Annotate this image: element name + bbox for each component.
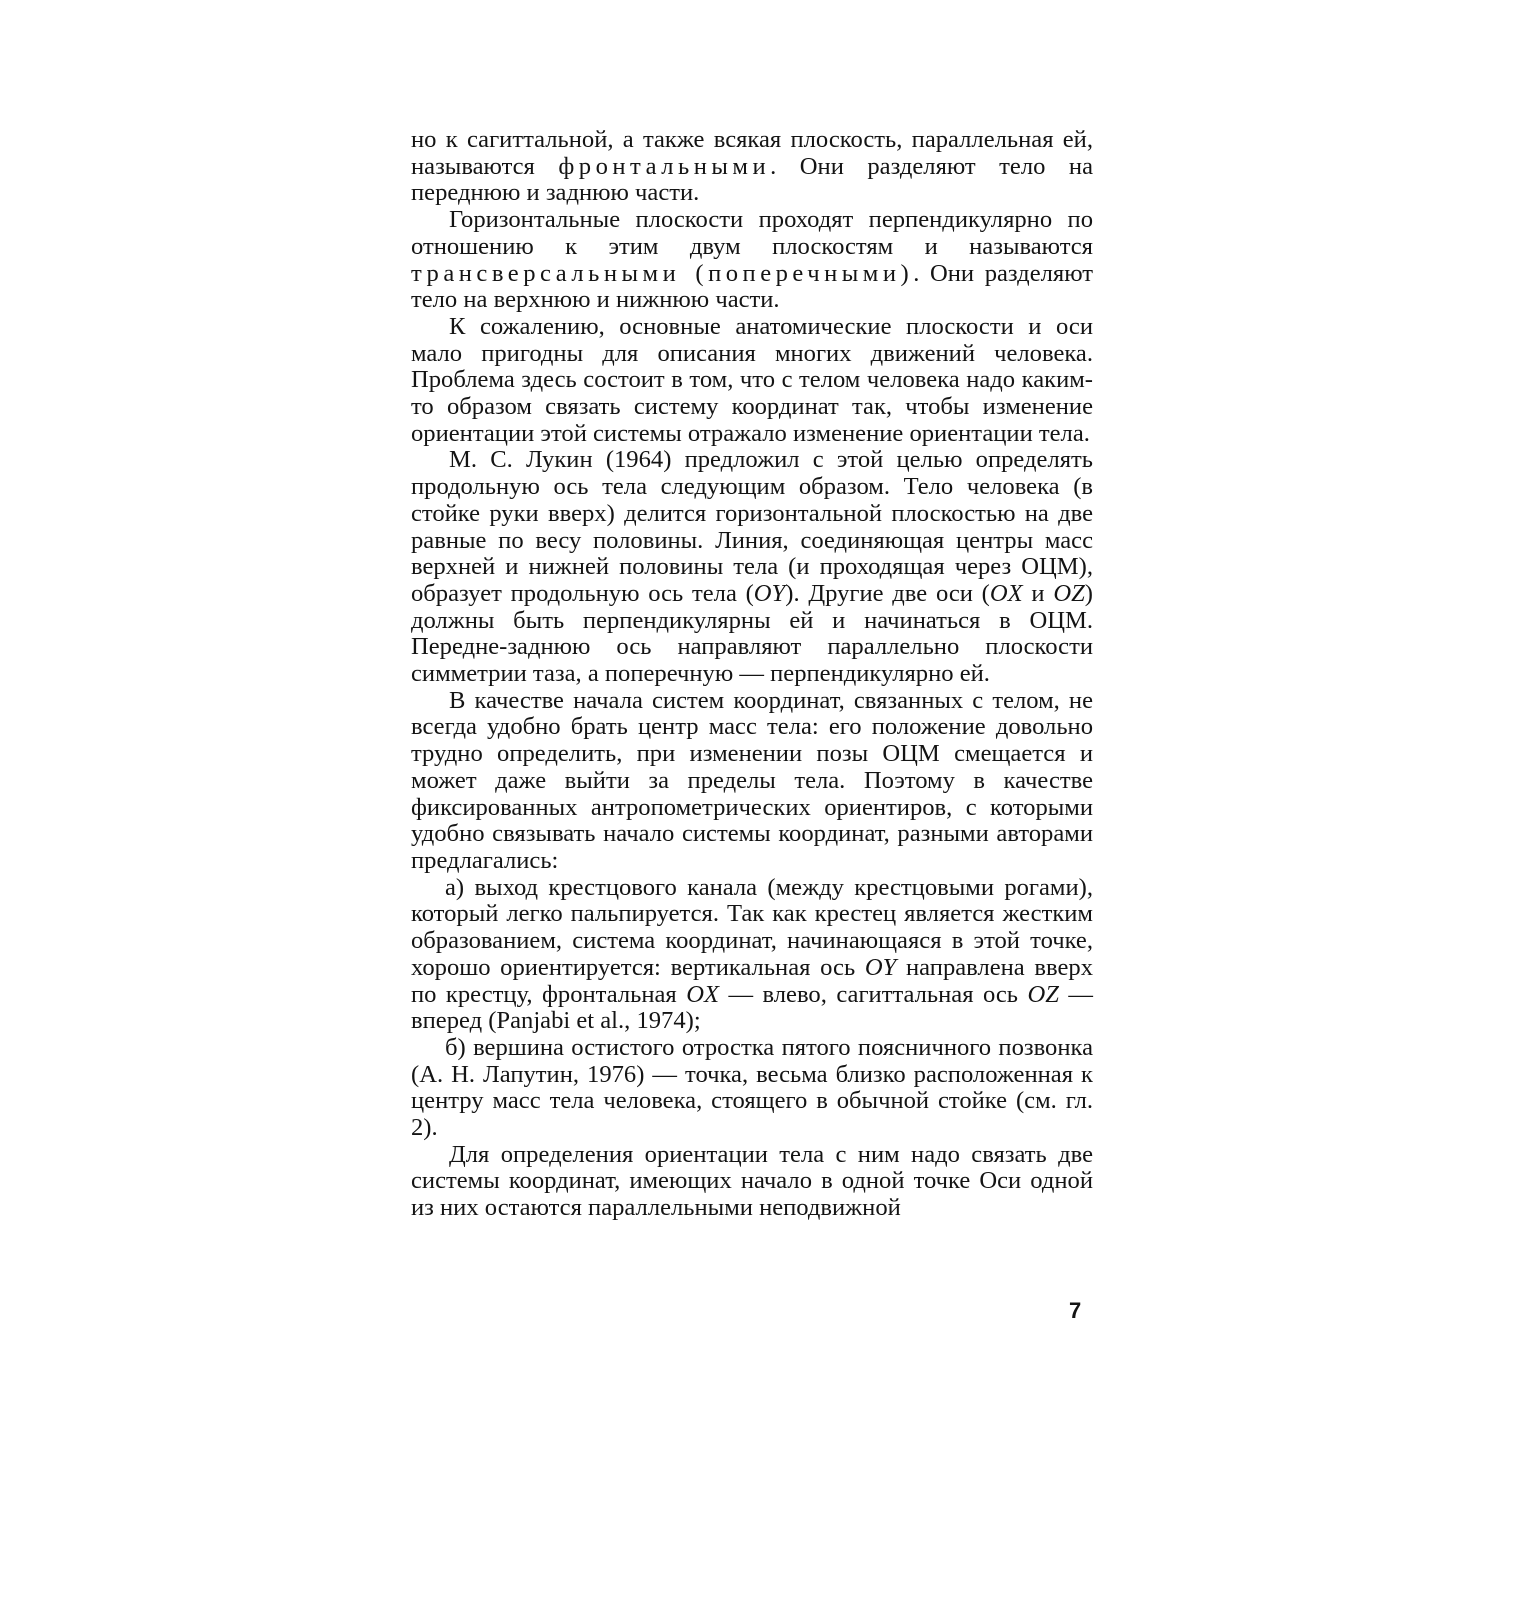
- page-number: 7: [1069, 1298, 1082, 1323]
- axis-oy: OY: [864, 953, 897, 981]
- axis-oz: OZ: [1053, 579, 1085, 607]
- axis-ox: OX: [989, 579, 1023, 607]
- paragraph-frontal-planes: но к сагиттальной, а также всякая плоскость, параллельная ей, называются фронтальными. Они разделяют тело на переднюю и заднюю части.: [411, 126, 1093, 207]
- list-item-lumbar-vertebra: б) вершина остистого отростка пятого поясничного позвонка (А. Н. Лапутин, 1976) — точка, весьма близко расположенная к центру масс тела человека, стоящего в обычной стойке (см. гл. 2).: [411, 1033, 1093, 1142]
- axis-oy: OY: [753, 579, 786, 607]
- term-transversal: трансверсальными (поперечными): [411, 259, 914, 287]
- list-item-sacral-canal: а) выход крестцового канала (между крестцовыми рогами), который легко пальпируется. Так как крестец является жестким образованием, система координат, начинающаяся в этой точке, хорошо ориентируется: вертикальная ось OY направлена вверх по крестцу, фронтальная OX — влево, сагиттальная ось OZ — вперед (Panjabi et al., 1974);: [411, 873, 1093, 1035]
- term-frontal: фронтальными: [558, 152, 771, 180]
- axis-ox: OX: [686, 980, 719, 1008]
- axis-oz: OZ: [1027, 980, 1059, 1008]
- paragraph-anatomical-axes: К сожалению, основные анатомические плоскости и оси мало пригодны для описания многих движений человека. Проблема здесь состоит в том, что с телом человека надо каким-то образом связать систему координат так, чтобы изменение ориентации этой системы отражало изменение ориентации тела.: [411, 312, 1093, 447]
- paragraph-horizontal-planes: Горизонтальные плоскости проходят перпендикулярно по отношению к этим двум плоскостям и называются трансверсальными (поперечными). Они разделяют тело на верхнюю и нижнюю части.: [411, 206, 1093, 314]
- paragraph-coordinate-origin: В качестве начала систем координат, связанных с телом, не всегда удобно брать центр масс тела: его положение довольно трудно определить, при изменении позы ОЦМ смещается и может даже выйти за пределы тела. Поэтому в качестве фиксированных антропометрических ориентиров, с которыми удобно связывать начало системы координат, разными авторами предлагались:: [411, 686, 1093, 874]
- paragraph-lukin-axis: М. С. Лукин (1964) предложил с этой целью определять продольную ось тела следующим образом. Тело человека (в стойке руки вверх) делится горизонтальной плоскостью на две равные по весу половины. Линия, соединяющая центры масс верхней и нижней половины тела (и проходящая через ОЦМ), образует продольную ось тела (OY). Другие две оси (OX и OZ) должны быть перпендикулярны ей и начинаться в ОЦМ. Передне-заднюю ось направляют параллельно плоскости симметрии таза, а поперечную — перпендикулярно ей.: [411, 446, 1093, 688]
- paragraph-orientation: Для определения ориентации тела с ним надо связать две системы координат, имеющих начало в одной точке Оси одной из них остаются параллельными неподвижной: [411, 1140, 1093, 1222]
- body-text: [411, 127, 1093, 1222]
